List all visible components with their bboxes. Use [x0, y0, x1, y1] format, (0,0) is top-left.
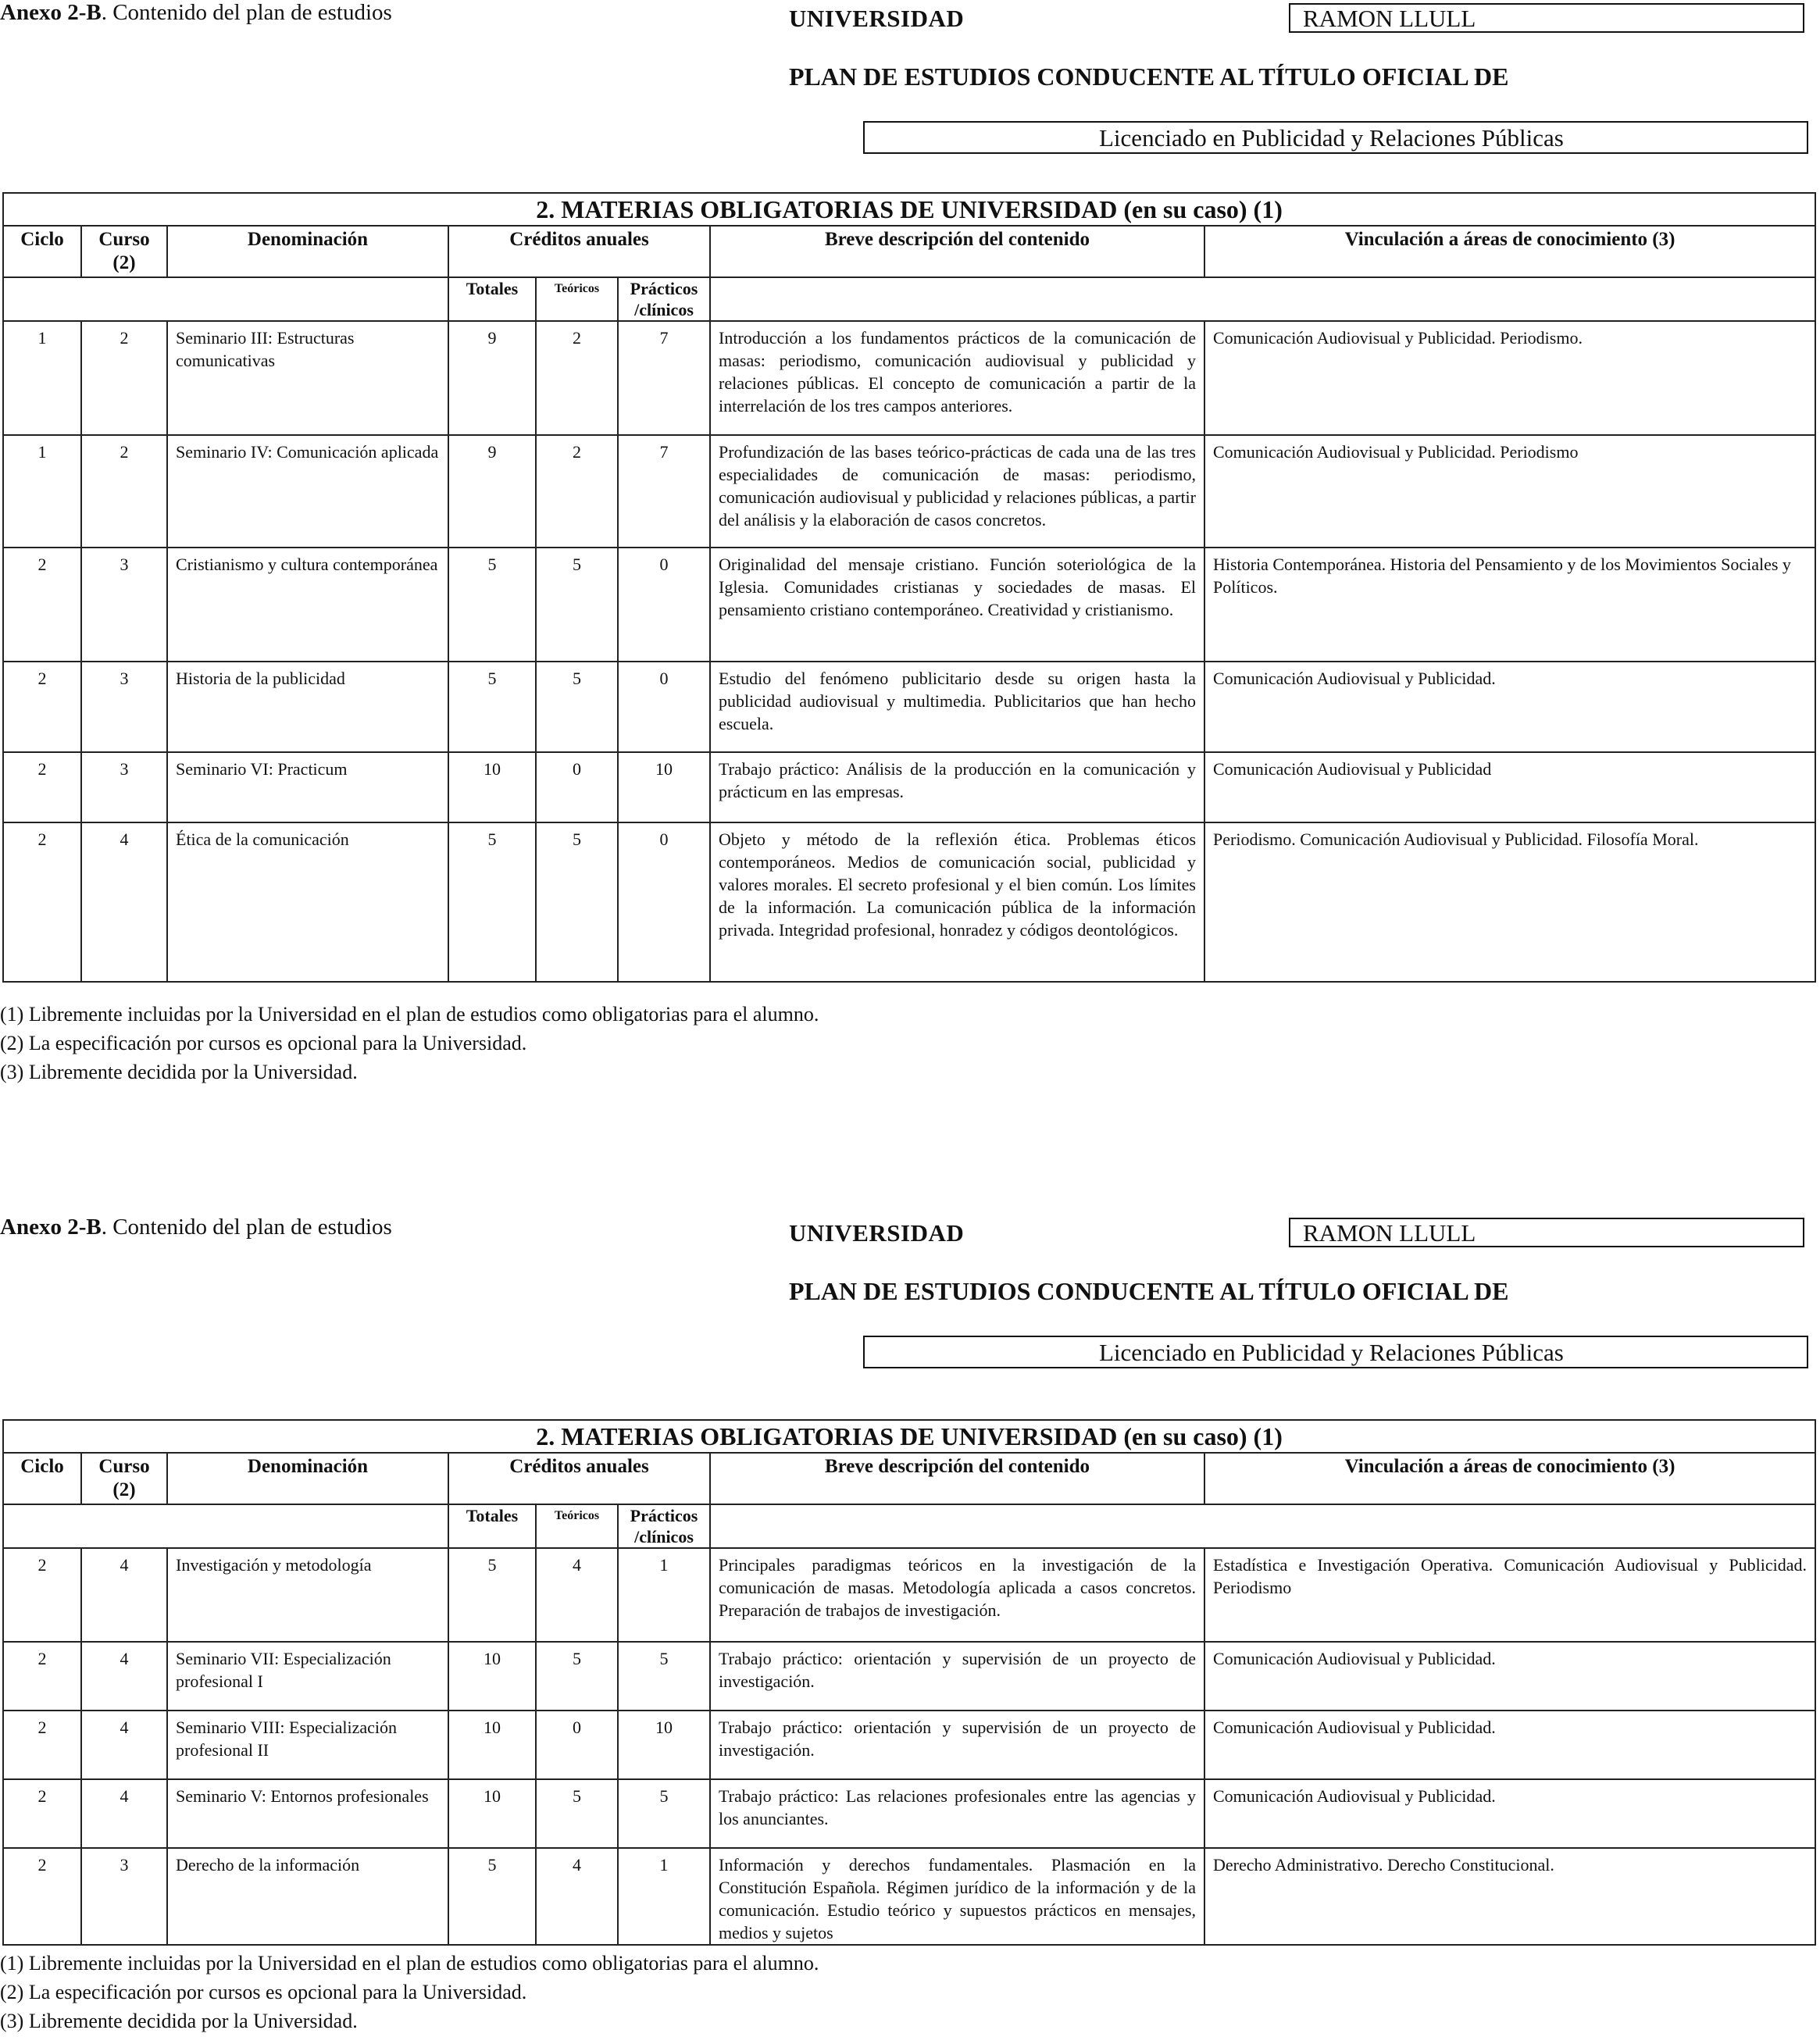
cell-descripcion: Introducción a los fundamentos prácticos de la comunicación de masas: periodismo, comunicación audiovisual y publicidad y relaciones públicas. El concepto de comunicación a partir de la interrelación de los tres campos anteriores.	[710, 321, 1204, 435]
cell-curso: 3	[81, 662, 167, 752]
cell-totales: 5	[448, 548, 536, 662]
col-header-curso	[81, 226, 167, 277]
curso-note: (2)	[112, 1479, 136, 1500]
footnote: (3) Libremente decidida por la Universidad.	[0, 2010, 358, 2032]
footnotes	[0, 1000, 819, 1086]
table-row	[3, 1779, 1815, 1848]
cell-teoricos: 0	[536, 752, 618, 822]
footnote: (1) Libremente incluidas por la Universidad en el plan de estudios como obligatorias para el alumno.	[0, 1003, 819, 1026]
cell-descripcion: Estudio del fenómeno publicitario desde su origen hasta la publicidad audiovisual y multimedia. Publicitarios que han hecho escuela.	[710, 662, 1204, 752]
cell-ciclo: 2	[3, 1642, 81, 1711]
col-header-ciclo: Ciclo	[3, 226, 81, 277]
cell-teoricos: 4	[536, 1848, 618, 1945]
cell-descripcion: Trabajo práctico: orientación y supervisión de un proyecto de investigación.	[710, 1642, 1204, 1711]
cell-vinculacion: Comunicación Audiovisual y Publicidad. Periodismo	[1204, 435, 1815, 548]
table-row	[3, 1711, 1815, 1779]
cell-denominacion: Investigación y metodología	[167, 1548, 448, 1642]
cell-descripcion: Trabajo práctico: Las relaciones profesionales entre las agencias y los anunciantes.	[710, 1779, 1204, 1848]
annex-heading	[0, 1215, 392, 1240]
cell-curso: 3	[81, 1848, 167, 1945]
materias-table	[2, 1419, 1816, 1946]
cell-teoricos: 0	[536, 1711, 618, 1779]
table-row	[3, 548, 1815, 662]
curso-note: (2)	[112, 252, 136, 273]
university-label: UNIVERSIDAD	[789, 5, 965, 32]
cell-denominacion: Seminario VII: Especialización profesional I	[167, 1642, 448, 1711]
table-row	[3, 752, 1815, 822]
cell-practicos: 0	[618, 548, 710, 662]
col-header-creditos: Créditos anuales	[448, 1453, 710, 1504]
cell-denominacion: Derecho de la información	[167, 1848, 448, 1945]
plan-title: PLAN DE ESTUDIOS CONDUCENTE AL TÍTULO OFICIAL DE	[789, 1277, 1509, 1305]
cell-curso: 4	[81, 1548, 167, 1642]
cell-denominacion: Seminario VI: Practicum	[167, 752, 448, 822]
table-row	[3, 1548, 1815, 1642]
cell-totales: 9	[448, 435, 536, 548]
annex-label: Anexo 2-B	[0, 1215, 102, 1240]
cell-denominacion: Ética de la comunicación	[167, 822, 448, 982]
annex-subtitle: . Contenido del plan de estudios	[101, 0, 392, 25]
materias-table	[2, 192, 1816, 983]
subheader-empty-right	[710, 1504, 1815, 1548]
cell-denominacion: Seminario VIII: Especialización profesional II	[167, 1711, 448, 1779]
table-row	[3, 435, 1815, 548]
col-header-denominacion: Denominación	[167, 226, 448, 277]
cell-vinculacion: Derecho Administrativo. Derecho Constitucional.	[1204, 1848, 1815, 1945]
cell-descripcion: Información y derechos fundamentales. Plasmación en la Constitución Española. Régimen jurídico de la información y de la comunicación. Estudio teórico y supuestos prácticos en mensajes, medios y sujetos	[710, 1848, 1204, 1945]
footnote: (1) Libremente incluidas por la Universidad en el plan de estudios como obligatorias para el alumno.	[0, 1952, 819, 1975]
subheader-empty	[3, 277, 448, 321]
cell-vinculacion: Comunicación Audiovisual y Publicidad. Periodismo.	[1204, 321, 1815, 435]
footnote: (2) La especificación por cursos es opcional para la Universidad.	[0, 1981, 527, 2003]
cell-curso: 4	[81, 1711, 167, 1779]
cell-vinculacion: Estadística e Investigación Operativa. Comunicación Audiovisual y Publicidad. Periodismo	[1204, 1548, 1815, 1642]
cell-practicos: 0	[618, 822, 710, 982]
cell-practicos: 1	[618, 1848, 710, 1945]
cell-vinculacion: Comunicación Audiovisual y Publicidad.	[1204, 662, 1815, 752]
cell-ciclo: 2	[3, 1711, 81, 1779]
cell-ciclo: 2	[3, 1548, 81, 1642]
footnote: (3) Libremente decidida por la Universidad.	[0, 1061, 358, 1083]
cell-ciclo: 2	[3, 548, 81, 662]
cell-teoricos: 5	[536, 822, 618, 982]
col-header-practicos	[618, 1504, 710, 1548]
cell-totales: 9	[448, 321, 536, 435]
cell-ciclo: 2	[3, 1848, 81, 1945]
cell-vinculacion: Historia Contemporánea. Historia del Pensamiento y de los Movimientos Sociales y Políticos.	[1204, 548, 1815, 662]
cell-teoricos: 5	[536, 662, 618, 752]
cell-denominacion: Historia de la publicidad	[167, 662, 448, 752]
footnote: (2) La especificación por cursos es opcional para la Universidad.	[0, 1032, 527, 1054]
col-header-totales: Totales	[448, 1504, 536, 1548]
col-header-ciclo: Ciclo	[3, 1453, 81, 1504]
cell-denominacion: Seminario V: Entornos profesionales	[167, 1779, 448, 1848]
col-header-totales: Totales	[448, 277, 536, 321]
col-header-practicos	[618, 277, 710, 321]
cell-ciclo: 1	[3, 321, 81, 435]
table-title: 2. MATERIAS OBLIGATORIAS DE UNIVERSIDAD (en su caso) (1)	[3, 193, 1815, 226]
cell-teoricos: 2	[536, 435, 618, 548]
cell-denominacion: Cristianismo y cultura contemporánea	[167, 548, 448, 662]
cell-totales: 5	[448, 822, 536, 982]
cell-vinculacion: Comunicación Audiovisual y Publicidad.	[1204, 1642, 1815, 1711]
practicos-label: Prácticos	[630, 1506, 698, 1525]
cell-denominacion: Seminario III: Estructuras comunicativas	[167, 321, 448, 435]
cell-vinculacion: Comunicación Audiovisual y Publicidad.	[1204, 1779, 1815, 1848]
plan-title: PLAN DE ESTUDIOS CONDUCENTE AL TÍTULO OFICIAL DE	[789, 62, 1509, 91]
cell-curso: 4	[81, 1642, 167, 1711]
cell-teoricos: 4	[536, 1548, 618, 1642]
cell-ciclo: 2	[3, 752, 81, 822]
degree-box: Licenciado en Publicidad y Relaciones Públicas	[863, 1336, 1808, 1368]
cell-denominacion: Seminario IV: Comunicación aplicada	[167, 435, 448, 548]
cell-curso: 4	[81, 822, 167, 982]
col-header-denominacion: Denominación	[167, 1453, 448, 1504]
cell-descripcion: Trabajo práctico: orientación y supervisión de un proyecto de investigación.	[710, 1711, 1204, 1779]
col-header-vinculacion: Vinculación a áreas de conocimiento (3)	[1204, 1453, 1815, 1504]
cell-totales: 10	[448, 1642, 536, 1711]
cell-descripcion: Principales paradigmas teóricos en la investigación de la comunicación de masas. Metodología aplicada a casos concretos. Preparación de trabajos de investigación.	[710, 1548, 1204, 1642]
col-header-descripcion: Breve descripción del contenido	[710, 226, 1204, 277]
cell-practicos: 5	[618, 1642, 710, 1711]
degree-box: Licenciado en Publicidad y Relaciones Públicas	[863, 121, 1808, 154]
curso-label: Curso	[98, 1456, 150, 1477]
cell-teoricos: 5	[536, 1779, 618, 1848]
cell-totales: 5	[448, 1848, 536, 1945]
cell-teoricos: 2	[536, 321, 618, 435]
curso-label: Curso	[98, 229, 150, 250]
practicos-label: Prácticos	[630, 279, 698, 298]
cell-practicos: 7	[618, 435, 710, 548]
cell-descripcion: Originalidad del mensaje cristiano. Función soteriológica de la Iglesia. Comunidades cristianas y sociedades de masas. El pensamiento cristiano contemporáneo. Creatividad y cristianismo.	[710, 548, 1204, 662]
cell-descripcion: Profundización de las bases teórico-prácticas de cada una de las tres especialidades de comunicación de masas: periodismo, comunicación audiovisual y publicidad y relaciones públicas, a partir del análisis y la elaboración de casos concretos.	[710, 435, 1204, 548]
cell-curso: 3	[81, 548, 167, 662]
annex-subtitle: . Contenido del plan de estudios	[101, 1215, 392, 1240]
col-header-descripcion: Breve descripción del contenido	[710, 1453, 1204, 1504]
cell-ciclo: 2	[3, 1779, 81, 1848]
cell-vinculacion: Comunicación Audiovisual y Publicidad	[1204, 752, 1815, 822]
cell-teoricos: 5	[536, 548, 618, 662]
subheader-empty	[3, 1504, 448, 1548]
col-header-teoricos: Teóricos	[536, 1504, 618, 1548]
cell-ciclo: 2	[3, 662, 81, 752]
cell-ciclo: 1	[3, 435, 81, 548]
cell-teoricos: 5	[536, 1642, 618, 1711]
cell-practicos: 1	[618, 1548, 710, 1642]
col-header-teoricos: Teóricos	[536, 277, 618, 321]
cell-ciclo: 2	[3, 822, 81, 982]
university-name-box: RAMON LLULL	[1289, 1218, 1804, 1247]
table-title: 2. MATERIAS OBLIGATORIAS DE UNIVERSIDAD (en su caso) (1)	[3, 1420, 1815, 1453]
university-label: UNIVERSIDAD	[789, 1219, 965, 1247]
clinicos-label: /clínicos	[634, 1527, 694, 1546]
cell-curso: 2	[81, 435, 167, 548]
col-header-creditos: Créditos anuales	[448, 226, 710, 277]
cell-practicos: 7	[618, 321, 710, 435]
table-row	[3, 1848, 1815, 1945]
cell-curso: 2	[81, 321, 167, 435]
cell-practicos: 5	[618, 1779, 710, 1848]
table-row	[3, 662, 1815, 752]
cell-totales: 10	[448, 752, 536, 822]
cell-totales: 10	[448, 1779, 536, 1848]
clinicos-label: /clínicos	[634, 300, 694, 319]
table-row	[3, 1642, 1815, 1711]
annex-heading	[0, 0, 392, 26]
cell-totales: 5	[448, 662, 536, 752]
cell-curso: 4	[81, 1779, 167, 1848]
cell-descripcion: Objeto y método de la reflexión ética. Problemas éticos contemporáneos. Medios de comunicación social, publicidad y valores morales. El secreto profesional y el bien común. Los límites de la información. La comunicación pública de la información privada. Integridad profesional, honradez y códigos deontológicos.	[710, 822, 1204, 982]
table-row	[3, 321, 1815, 435]
cell-practicos: 10	[618, 752, 710, 822]
col-header-curso	[81, 1453, 167, 1504]
cell-vinculacion: Comunicación Audiovisual y Publicidad.	[1204, 1711, 1815, 1779]
subheader-empty-right	[710, 277, 1815, 321]
footnotes	[0, 1949, 819, 2035]
cell-practicos: 0	[618, 662, 710, 752]
cell-practicos: 10	[618, 1711, 710, 1779]
table-row	[3, 822, 1815, 982]
university-name-box: RAMON LLULL	[1289, 3, 1804, 33]
cell-curso: 3	[81, 752, 167, 822]
col-header-vinculacion: Vinculación a áreas de conocimiento (3)	[1204, 226, 1815, 277]
cell-descripcion: Trabajo práctico: Análisis de la producción en la comunicación y prácticum en las empresas.	[710, 752, 1204, 822]
cell-totales: 5	[448, 1548, 536, 1642]
cell-vinculacion: Periodismo. Comunicación Audiovisual y Publicidad. Filosofía Moral.	[1204, 822, 1815, 982]
annex-label: Anexo 2-B	[0, 0, 102, 25]
cell-totales: 10	[448, 1711, 536, 1779]
